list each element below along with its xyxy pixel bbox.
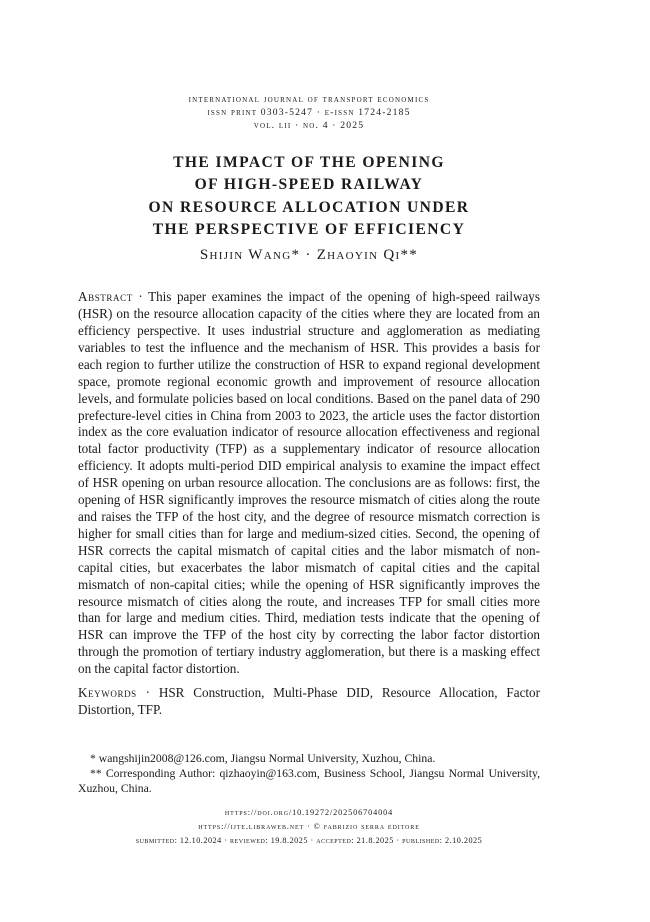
- publisher-site: https://ijte.libraweb.net · © fabrizio serra editore: [198, 822, 420, 832]
- abstract-separator: ·: [132, 289, 149, 305]
- publication-meta: [78, 806, 540, 848]
- abstract-text: This paper examines the impact of the opening of high-speed railways (HSR) on the resource allocation capacity of the cities where they are located from an efficiency perspective. It uses industrial structure and agglomeration as mediating variables to test the influence and the mechanism of HSR. This provides a basis for each region to further utilize the construction of HSR to expand regional development space, promote regional economic growth and improvement of resource allocation levels, and formulate policies based on local conditions. Based on the panel data of 290 prefecture-level cities in China from 2003 to 2023, the article uses the factor distortion index as the core evaluation indicator of resource allocation effectiveness and regional total factor productivity (TFP) as a supplementary indicator of resource allocation efficiency. It adopts multi-period DID empirical analysis to examine the impact effect of HSR opening on urban resource allocation. The conclusions are as follows: first, the opening of HSR significantly improves the resource mismatch of cities along the route and raises the TFP of the host city, and the degree of resource mismatch correction is higher for small cities than for large and medium-sized cities. Second, the opening of HSR corrects the capital mismatch of capital cities and the labor mismatch of non-capital cities, but exacerbates the labor mismatch of capital cities and the capital mismatch of non-capital cities; while the opening of HSR significantly improves the resource mismatch of cities along the route, and increases TFP for small cities more than for large and medium cities. Third, mediation tests indicate that the opening of HSR can improve the TFP of the host city by correcting the labor factor distortion through the promotion of tertiary industry agglomeration, but there is a masking effect on the capital factor distortion.: [78, 289, 540, 677]
- footnote-author-2: ** Corresponding Author: qizhaoyin@163.com, Business School, Jiangsu Normal University, Xuzhou, China.: [78, 767, 540, 796]
- title-line: THE PERSPECTIVE OF EFFICIENCY: [152, 220, 466, 238]
- title-line: ON RESOURCE ALLOCATION UNDER: [148, 198, 470, 216]
- volume-line: vol. lii · no. 4 · 2025: [253, 120, 365, 131]
- footnote-author-1: * wangshijin2008@126.com, Jiangsu Normal University, Xuzhou, China.: [90, 751, 436, 765]
- keywords: [78, 685, 540, 719]
- keywords-label: Keywords: [78, 685, 137, 701]
- doi-link[interactable]: https://doi.org/10.19272/202506704004: [224, 808, 394, 818]
- keywords-text: HSR Construction, Multi-Phase DID, Resource Allocation, Factor Distortion, TFP.: [78, 685, 540, 717]
- paper-title: [78, 152, 540, 241]
- author-line: Shijin Wang* · Zhaoyin Qi**: [199, 247, 419, 264]
- footnotes: [78, 751, 540, 797]
- keywords-separator: ·: [136, 685, 159, 701]
- journal-header: [78, 93, 540, 132]
- journal-name: international journal of transport economics: [188, 94, 430, 105]
- abstract-label: Abstract: [78, 289, 133, 305]
- title-line: THE IMPACT OF THE OPENING: [173, 154, 445, 171]
- publication-dates: submitted: 12.10.2024 · reviewed: 19.8.2025 · accepted: 21.8.2025 · published: 2.10.2025: [135, 836, 483, 846]
- title-line: OF HIGH-SPEED RAILWAY: [194, 176, 424, 194]
- issn-line: issn print 0303-5247 · e-issn 1724-2185: [207, 107, 411, 118]
- abstract: [78, 289, 540, 678]
- paper-page: [78, 0, 540, 848]
